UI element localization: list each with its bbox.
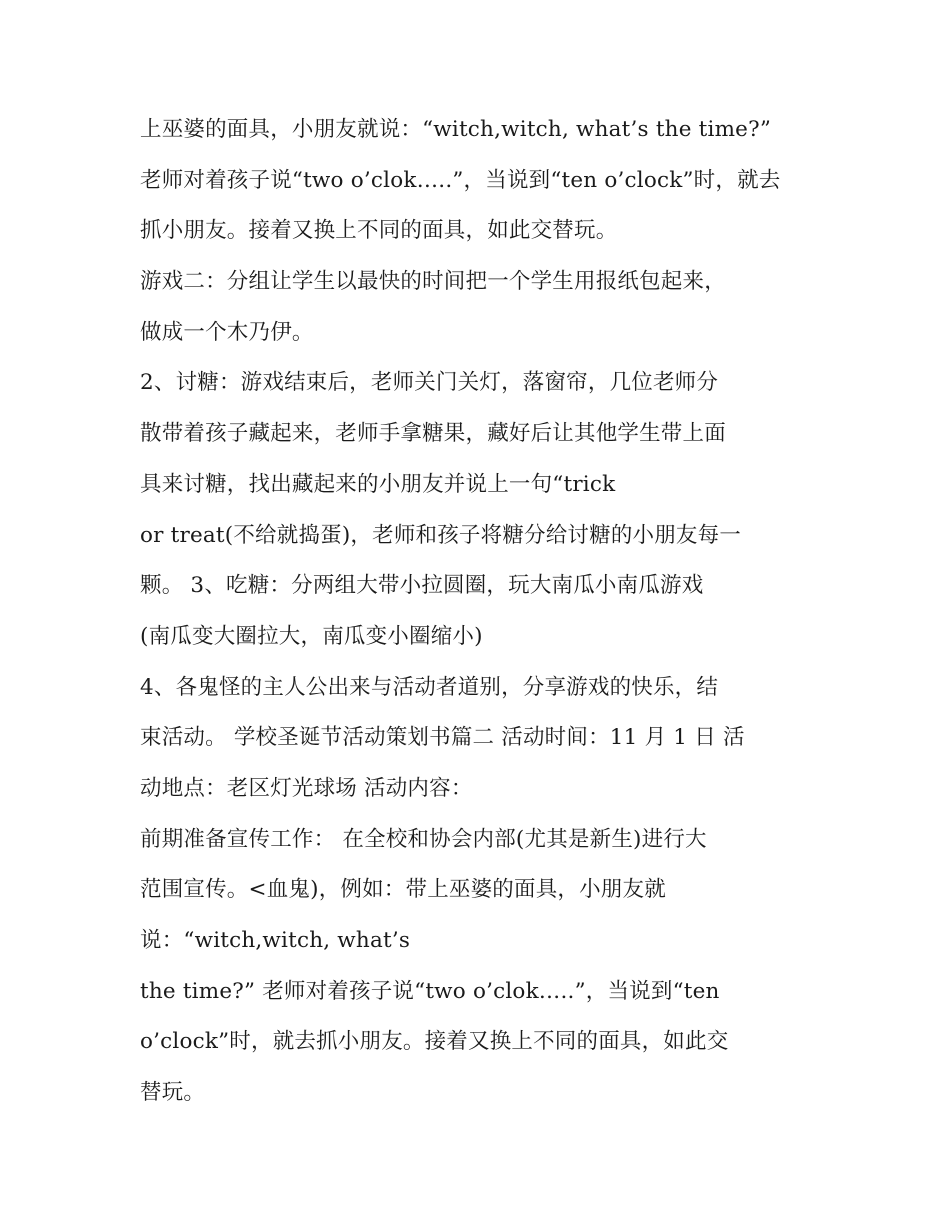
text-line: 说：“witch,witch, what’s	[140, 928, 411, 953]
text-line: 老师对着孩子说“two o’clok…..”，当说到“ten o’clock”时，就去	[140, 167, 781, 193]
text-line: 游戏二：分组让学生以最快的时间把一个学生用报纸包起来，	[140, 269, 726, 295]
text-line: 做成一个木乃伊。	[140, 319, 314, 345]
text-line: or treat(不给就捣蛋)，老师和孩子将糖分给讨糖的小朋友每一	[140, 522, 742, 548]
text-line: 4、各鬼怪的主人公出来与活动者道别，分享游戏的快乐，结	[140, 674, 719, 700]
text-line: o’clock”时，就去抓小朋友。接着又换上不同的面具，如此交	[140, 1029, 729, 1055]
text-line: (南瓜变大圈拉大，南瓜变小圈缩小)	[140, 623, 483, 649]
document-body	[140, 105, 830, 1119]
text-line: 2、讨糖：游戏结束后，老师关门关灯，落窗帘，几位老师分	[140, 370, 719, 396]
text-line: 前期准备宣传工作： 在全校和协会内部(尤其是新生)进行大	[140, 826, 707, 852]
text-line: 抓小朋友。接着又换上不同的面具，如此交替玩。	[140, 218, 618, 244]
text-line: 替玩。	[140, 1080, 206, 1106]
text-line: the time?” 老师对着孩子说“two o’clok…..”，当说到“ten	[140, 978, 720, 1004]
text-line: 动地点：老区灯光球场 活动内容：	[140, 775, 473, 801]
text-line: 颗。 3、吃糖：分两组大带小拉圆圈，玩大南瓜小南瓜游戏	[140, 573, 704, 599]
text-line: 散带着孩子藏起来，老师手拿糖果，藏好后让其他学生带上面	[140, 421, 726, 447]
text-line: 范围宣传。<血鬼)，例如：带上巫婆的面具，小朋友就	[140, 877, 666, 903]
text-line: 束活动。 学校圣诞节活动策划书篇二 活动时间：11 月 1 日 活	[140, 725, 745, 751]
text-line: 具来讨糖，找出藏起来的小朋友并说上一句“trick	[140, 471, 616, 497]
text-line: 上巫婆的面具，小朋友就说：“witch,witch, what’s the time?”	[140, 117, 772, 142]
